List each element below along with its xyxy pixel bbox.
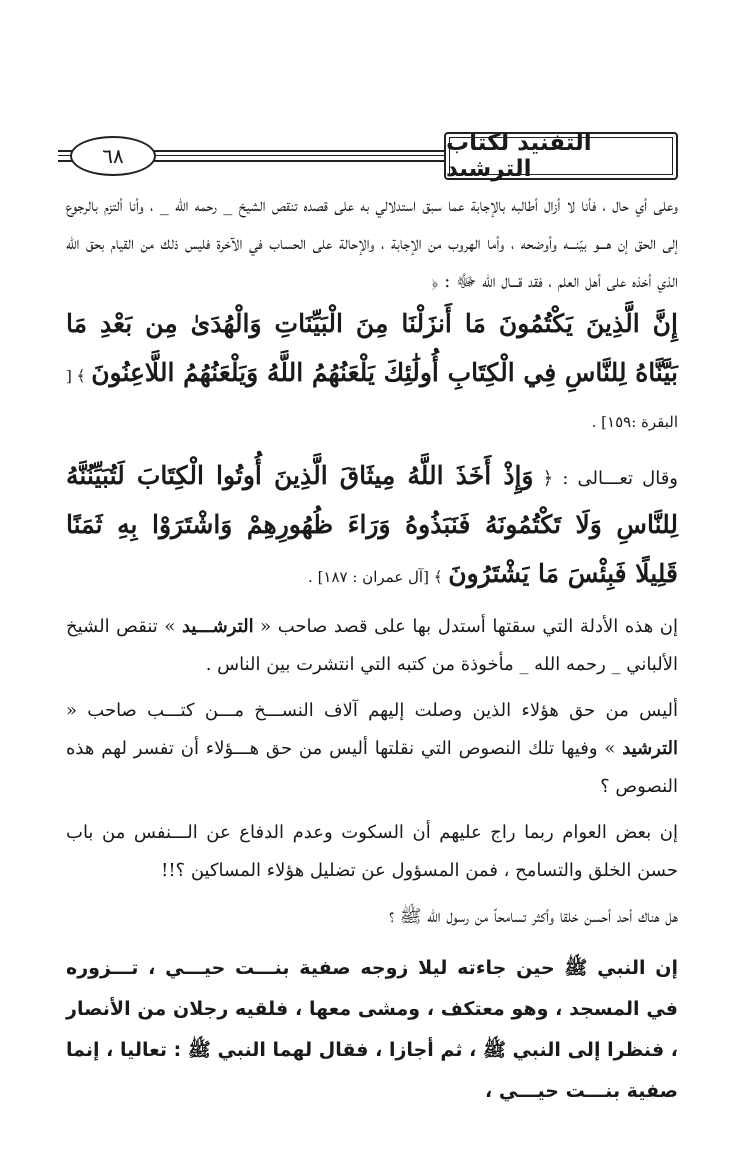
emphasis: الترشيد (622, 738, 678, 759)
page-body (66, 187, 678, 1112)
paragraph (66, 948, 678, 1112)
paragraph (66, 187, 678, 301)
paragraph-text: هل هناك أحد أحسن خلقا وأكثر تسامحاً من رسول الله ﷺ ؟ (389, 906, 678, 927)
paragraph-text: إن بعض العوام ربما راج عليهم أن السكوت وعدم الدفاع عن الـــنفس من باب حسن الخلق والتسامح ، فمن المسؤول عن تضليل هؤلاء المساكين ؟!! (66, 822, 678, 881)
paragraph-text: وقال تعـــالى : ﴿ (542, 468, 679, 489)
quran-verse: وَإِذْ أَخَذَ اللَّهُ مِيثَاقَ الَّذِينَ أُوتُوا الْكِتَابَ لَتُبَيِّنُنَّهُ لِلنَّاسِ وَلَا تَكْتُمُونَهُ فَنَبَذُوهُ وَرَاءَ ظُهُورِهِمْ وَاشْتَرَوْا بِهِ ثَمَنًا قَلِيلًا فَبِئْسَ مَا يَشْتَرُونَ (66, 461, 678, 588)
paragraph-text: » تنقص الشيخ الألباني _ رحمه الله _ مأخوذة من كتبه التي انتشرت بين الناس . (66, 616, 678, 675)
paragraph-text: إن هذه الأدلة التي سقتها أستدل بها على قصد صاحب « (253, 616, 679, 637)
paragraph-text: إن النبي ﷺ حين جاءته ليلا زوجه صفية بنـــت حيـــي ، تـــزوره في المسجد ، وهو معتكف ، ومشى معها ، فلقيه رجلان من الأنصار ، فنظرا إلى النبي ﷺ ، ثم أجازا ، فقال لهما النبي ﷺ : تعاليا ، إنما صفية بنـــت حيـــي ، (66, 957, 678, 1102)
page-number: ٦٨ (70, 136, 156, 176)
emphasis: الترشـــيد (181, 616, 254, 637)
paragraph-text: وعلى أي حال ، فأنا لا أزال أطالبه بالإجابة عما سبق استدلالي به على قصده تنقص الشيخ _ رحمه الله _ ، وأنا ألتزم بالرجوع إلى الحق إن هـــو بيّنـــه وأوضحه ، وأما الهروب من الإجابة ، والإحالة على الحساب في الآخرة فليس ذلك من القيام بحق الله الذي أخذه على أهل العلم ، فقد قـــال الله ﷻ : ﴿ (66, 195, 678, 292)
page-header (58, 130, 678, 180)
verse-reference: ﴾ [آل عمران : ١٨٧] . (308, 568, 443, 586)
paragraph (66, 814, 678, 890)
book-title: التفنيد لكتاب الترشيد (444, 132, 678, 180)
paragraph (66, 898, 678, 936)
paragraph-text: أليس من حق هؤلاء الذين وصلت إليهم آلاف النســـخ مـــن كتـــب صاحب « (66, 700, 678, 721)
paragraph (66, 692, 678, 806)
quran-quote (66, 453, 678, 600)
paragraph (66, 608, 678, 684)
quran-quote (66, 301, 678, 445)
paragraph-text: » وفيها تلك النصوص التي نقلتها أليس من حق هـــؤلاء أن تفسر لهم هذه النصوص ؟ (66, 738, 678, 797)
verse-reference: ﴾ [ البقرة :١٥٩] . (66, 367, 678, 431)
quran-verse: إِنَّ الَّذِينَ يَكْتُمُونَ مَا أَنزَلْنَا مِنَ الْبَيِّنَاتِ وَالْهُدَىٰ مِن بَعْدِ مَا بَيَّنَّاهُ لِلنَّاسِ فِي الْكِتَابِ أُولَٰئِكَ يَلْعَنُهُمُ اللَّهُ وَيَلْعَنُهُمُ اللَّاعِنُونَ (66, 309, 678, 387)
